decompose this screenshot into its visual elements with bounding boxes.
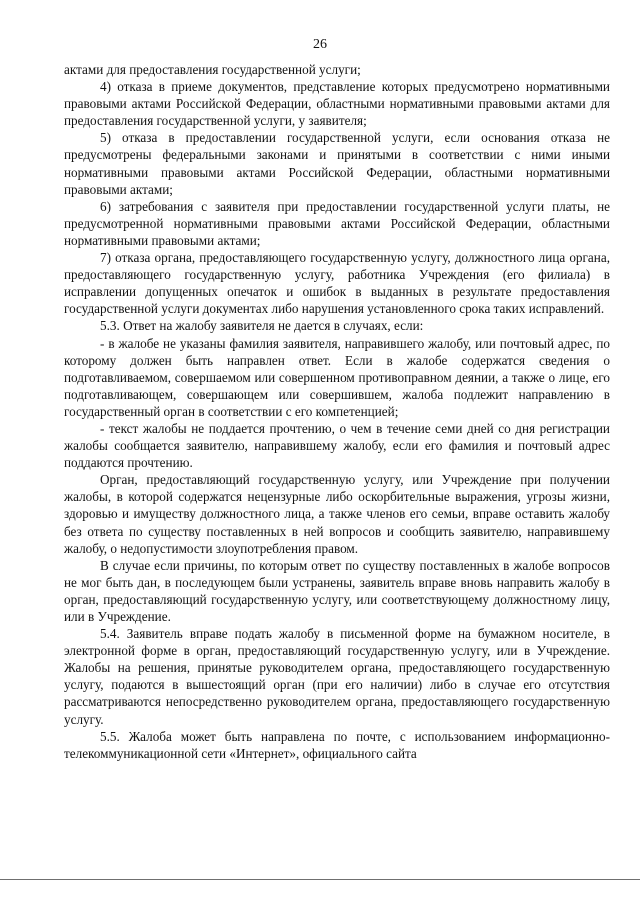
paragraph-item-7: 7) отказа органа, предоставляющего государственную услугу, должностного лица органа, предоставляющего государственную услугу, работника Учреждения (его филиала) в исправлении допущенных опечаток и ошибок в выданных в результате предоставления государственной услуги документах либо нарушения установленного срока таких исправлений.	[64, 250, 610, 317]
bottom-scan-edge	[0, 879, 640, 880]
paragraph-section-5-5: 5.5. Жалоба может быть направлена по почте, с использованием информационно-телекоммуникационной сети «Интернет», официального сайта	[64, 728, 610, 761]
paragraph-bullet-2: - текст жалобы не поддается прочтению, о чем в течение семи дней со дня регистрации жалобы сообщается заявителю, направившему жалобу, если его фамилия и почтовый адрес поддаются прочтению.	[64, 420, 610, 471]
paragraph-obscene-complaint: Орган, предоставляющий государственную услугу, или Учреждение при получении жалобы, в которой содержатся нецензурные либо оскорбительные выражения, угрозы жизни, здоровью и имуществу должностного лица, а также членов его семьи, вправе оставить жалобу без ответа по существу поставленных в ней вопросов и сообщить заявителю, направившему жалобу, о недопустимости злоупотребления правом.	[64, 472, 610, 556]
paragraph-bullet-1: - в жалобе не указаны фамилия заявителя, направившего жалобу, или почтовый адрес, по которому должен быть направлен ответ. Если в жалобе содержатся сведения о подготавливаемом, совершаемом или совершенном противоправном деянии, а также о лице, его подготавливающем, совершающем или совершившем, жалоба подлежит направлению в государственный орган в соответствии с его компетенцией;	[64, 335, 610, 419]
paragraph-continuation: актами для предоставления государственной услуги;	[64, 62, 361, 77]
paragraph-resubmission: В случае если причины, по которым ответ по существу поставленных в жалобе вопросов не мог быть дан, в последующем были устранены, заявитель вправе вновь направить жалобу в орган, предоставляющий государственную услугу, или соответствующему должностному лицу, или в Учреждение.	[64, 557, 610, 624]
paragraph-section-5-3: 5.3. Ответ на жалобу заявителя не дается в случаях, если:	[100, 318, 424, 334]
document-body	[64, 61, 610, 762]
paragraph-item-5: 5) отказа в предоставлении государственной услуги, если основания отказа не предусмотрены федеральными законами и принятыми в соответствии с ними иными нормативными правовыми актами Российской Федерации, областными нормативными правовыми актами;	[64, 130, 610, 197]
paragraph-item-4: 4) отказа в приеме документов, представление которых предусмотрено нормативными правовыми актами Российской Федерации, областными нормативными правовыми актами для предоставления государственной услуги, у заявителя;	[64, 79, 610, 129]
paragraph-item-6: 6) затребования с заявителя при предоставлении государственной услуги платы, не предусмотренной нормативными правовыми актами Российской Федерации, областными нормативными правовыми актами;	[64, 198, 610, 248]
paragraph-section-5-4: 5.4. Заявитель вправе подать жалобу в письменной форме на бумажном носителе, в электронной форме в орган, предоставляющий государственную услугу, или в Учреждение. Жалобы на решения, принятые руководителем органа, предоставляющего государственную услугу, подаются в вышестоящий орган (при его наличии) либо в случае его отсутствия рассматриваются непосредственно руководителем органа, предоставляющего государственную услугу.	[64, 626, 610, 727]
page-number: 26	[313, 37, 327, 52]
